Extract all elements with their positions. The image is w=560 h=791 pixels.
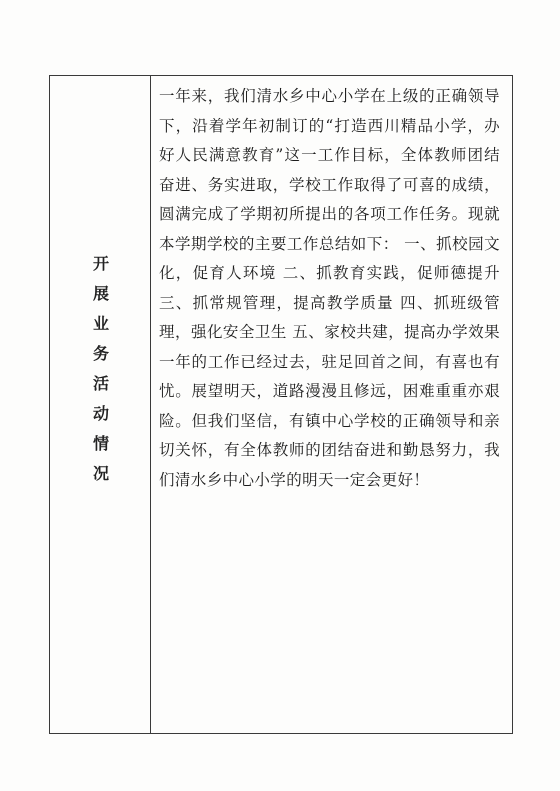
- form-table: [49, 75, 513, 734]
- content-cell: [151, 76, 512, 733]
- label-cell: [50, 76, 151, 733]
- activity-summary-text: 一年来，我们清水乡中心小学在上级的正确领导下，沿着学年初制订的“打造西川精品小学，办好人民满意教育”这一工作目标，全体教师团结奋进、务实进取，学校工作取得了可喜的成绩，圆满完成了学期初所提出的各项工作任务。现就本学期学校的主要工作总结如下： 一、抓校园文化，促育人环境 二、抓教育实践，促师德提升 三、抓常规管理，提高教学质量 四、抓班级管理，强化安全卫生 五、家校共建，提高办学效果 一年的工作已经过去，驻足回首之间，有喜也有忧。展望明天，道路漫漫且修远，困难重重亦艰险。但我们坚信，有镇中心学校的正确领导和亲切关怀，有全体教师的团结奋进和勤恳努力，我们清水乡中心小学的明天一定会更好！: [159, 87, 500, 489]
- section-label: 开展业务活动情况: [90, 254, 110, 495]
